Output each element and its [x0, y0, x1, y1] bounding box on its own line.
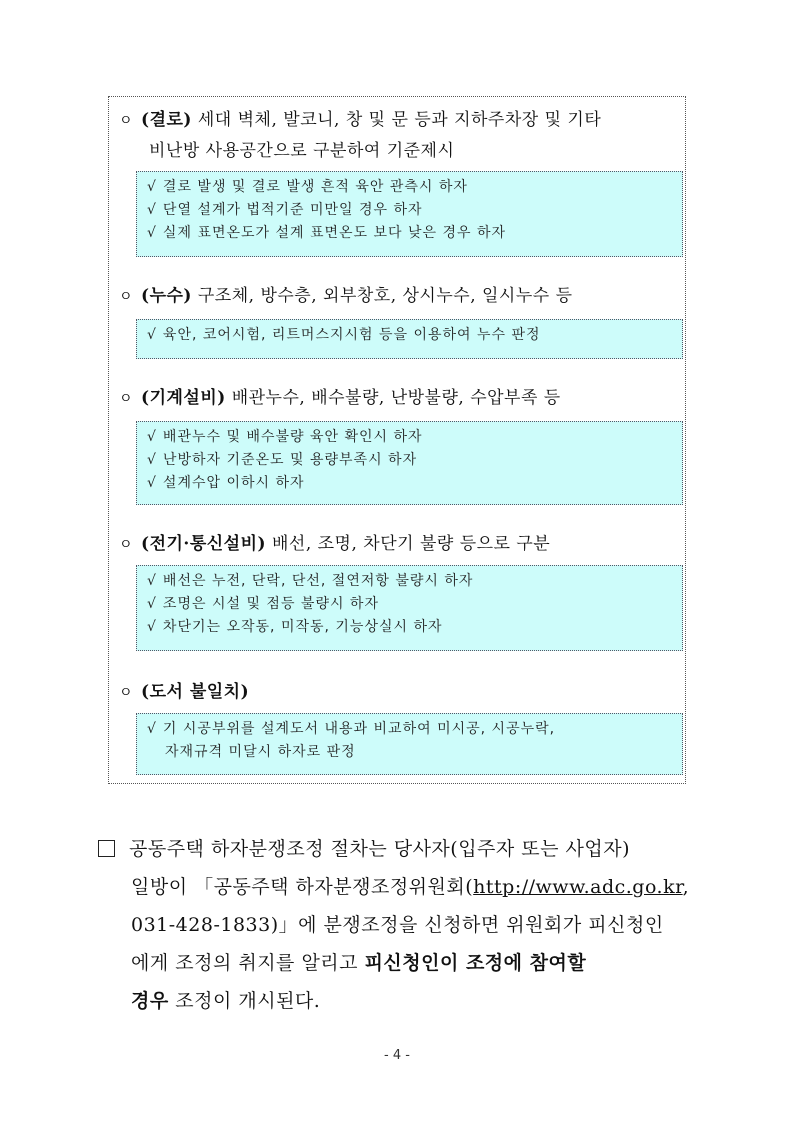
- note-box: [136, 565, 683, 651]
- circle-bullet-icon: ㅇ: [119, 391, 134, 407]
- section-desc: 구조체, 방수층, 외부창호, 상시누수, 일시누수 등: [191, 286, 573, 306]
- section-title: (기계설비): [141, 388, 226, 408]
- section-desc: 세대 벽체, 발코니, 창 및 문 등과 지하주차장 및 기타: [191, 110, 602, 130]
- para-line: 에게 조정의 취지를 알리고 피신청인이 조정에 참여할: [131, 952, 587, 974]
- check-icon: √: [147, 202, 157, 218]
- square-bullet-icon: [98, 840, 115, 857]
- check-icon: √: [147, 573, 157, 589]
- procedure-paragraph: [98, 830, 694, 1020]
- section-heading: [119, 383, 679, 414]
- para-line: 공동주택 하자분쟁조정 절차는 당사자(입주자 또는 사업자): [98, 830, 694, 868]
- note-item: √ 기 시공부위를 설계도서 내용과 비교하여 미시공, 시공누락,: [147, 721, 556, 737]
- check-icon: √: [147, 327, 157, 343]
- para-line: 031-428-1833)」에 분쟁조정을 신청하면 위원회가 피신청인: [131, 914, 664, 936]
- note-item: √ 결로 발생 및 결로 발생 흔적 육안 관측시 하자: [147, 179, 468, 195]
- note-box: [136, 713, 683, 775]
- note-item: √ 조명은 시설 및 점등 불량시 하자: [147, 596, 379, 612]
- check-icon: √: [147, 721, 157, 737]
- note-box: [136, 171, 683, 257]
- note-item: √ 난방하자 기준온도 및 용량부족시 하자: [147, 452, 418, 468]
- circle-bullet-icon: ㅇ: [119, 289, 134, 305]
- section-desc-cont: 비난방 사용공간으로 구분하여 기준제시: [149, 141, 455, 161]
- section-title: (전기·통신설비): [141, 534, 267, 554]
- note-box: [136, 421, 683, 505]
- section-title: (결로): [141, 110, 192, 130]
- note-item: √ 육안, 코어시험, 리트머스지시험 등을 이용하여 누수 판정: [147, 327, 541, 343]
- check-icon: √: [147, 596, 157, 612]
- section-title: (누수): [141, 286, 192, 306]
- note-item: √ 설계수압 이하시 하자: [147, 475, 305, 491]
- note-item: √ 배선은 누전, 단락, 단선, 절연저항 불량시 하자: [147, 573, 474, 589]
- note-item: √ 배관누수 및 배수불량 육안 확인시 하자: [147, 429, 423, 445]
- section-heading: [119, 529, 679, 560]
- para-line: 일방이 「공동주택 하자분쟁조정위원회(http://www.adc.go.kr,: [131, 876, 690, 898]
- note-item: √ 차단기는 오작동, 미작동, 기능상실시 하자: [147, 619, 443, 635]
- check-icon: √: [147, 225, 157, 241]
- section-title: (도서 불일치): [141, 682, 250, 702]
- committee-link[interactable]: http://www.adc.go.kr: [473, 876, 683, 898]
- circle-bullet-icon: ㅇ: [119, 113, 134, 129]
- note-item: √ 실제 표면온도가 설계 표면온도 보다 낮은 경우 하자: [147, 225, 507, 241]
- check-icon: √: [147, 475, 157, 491]
- check-icon: √: [147, 452, 157, 468]
- section-heading: [119, 677, 679, 708]
- note-item: √ 단열 설계가 법적기준 미만일 경우 하자: [147, 202, 423, 218]
- check-icon: √: [147, 619, 157, 635]
- criteria-box: [108, 96, 686, 784]
- note-box: [136, 319, 683, 359]
- check-icon: √: [147, 429, 157, 445]
- circle-bullet-icon: ㅇ: [119, 537, 134, 553]
- section-heading: [119, 105, 679, 166]
- para-line: 경우 조정이 개시된다.: [131, 990, 321, 1012]
- page-number: - 4 -: [384, 1048, 410, 1063]
- section-desc: 배관누수, 배수불량, 난방불량, 수압부족 등: [225, 388, 561, 408]
- check-icon: √: [147, 179, 157, 195]
- note-item-cont: 자재규격 미달시 하자로 판정: [165, 744, 356, 760]
- section-heading: [119, 281, 679, 312]
- section-desc: 배선, 조명, 차단기 불량 등으로 구분: [266, 534, 551, 554]
- circle-bullet-icon: ㅇ: [119, 685, 134, 701]
